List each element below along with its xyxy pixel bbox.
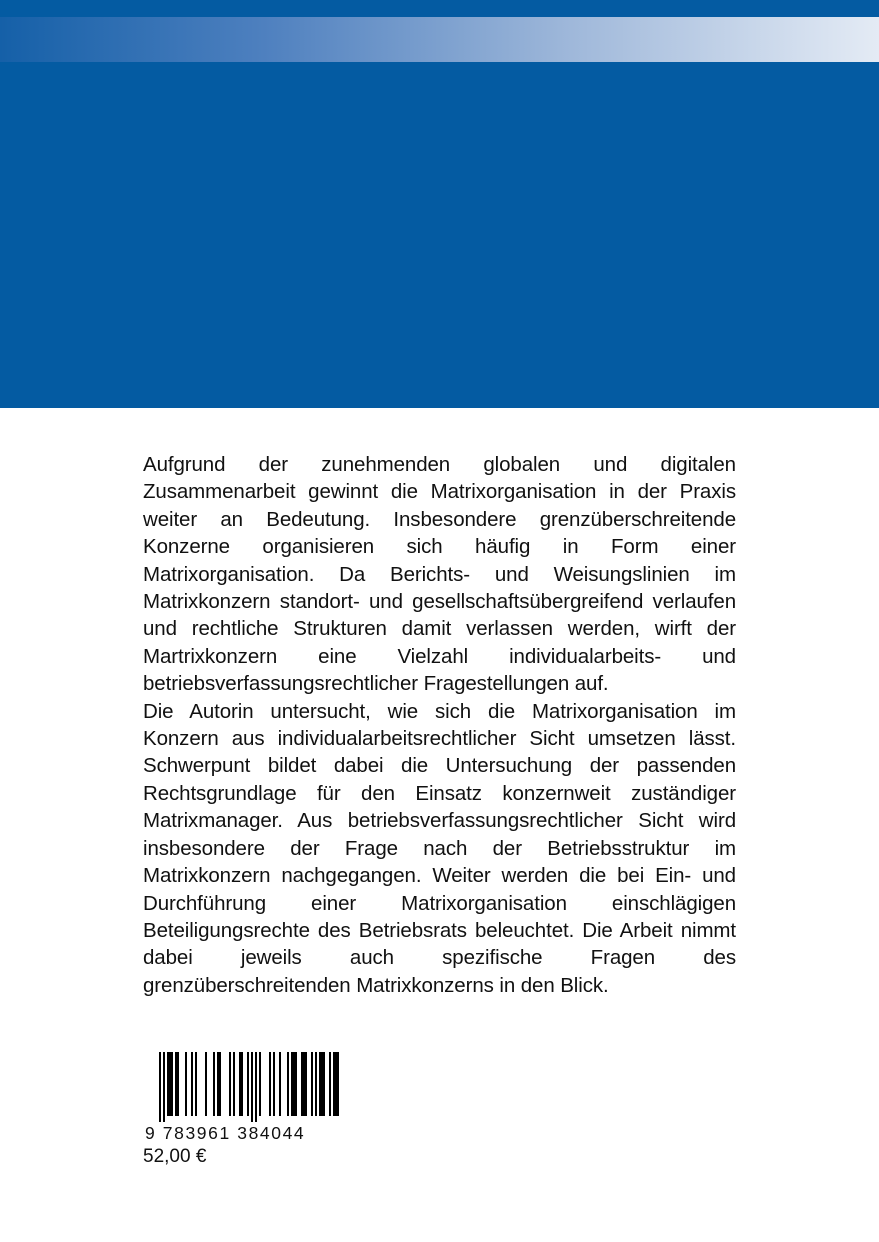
barcode-bar — [159, 1052, 161, 1122]
barcode-bar — [233, 1052, 235, 1116]
barcode-bar — [321, 1052, 323, 1116]
barcode-bar — [333, 1052, 335, 1116]
barcode-bar — [163, 1052, 165, 1122]
barcode-bar — [239, 1052, 241, 1116]
barcode-bar — [169, 1052, 171, 1116]
barcode-bar — [311, 1052, 313, 1116]
blurb-paragraph-2: Die Autorin untersucht, wie sich die Matrixorganisation im Konzern aus individualarbeitsrechtlicher Sicht umsetzen lässt. Schwerpunt bildet dabei die Untersuchung der passenden Rechtsgrundlage für den Einsatz konzernweit zuständiger Matrixmanager. Aus betriebsverfassungsrechtlicher Sicht wird insbesondere der Frage nach der Betriebsstruktur im Matrixkonzern nachgegangen. Weiter werden die bei Ein- und Durchführung einer Matrixorganisation einschlägigen Beteiligungsrechte des Betriebsrats beleuchtet. Die Arbeit nimmt dabei jeweils auch spezifische Fragen des grenzüberschreitenden Matrixkonzerns in den Blick. — [143, 699, 736, 997]
barcode-bars — [143, 1052, 339, 1122]
blurb-text — [143, 451, 736, 999]
barcode-bar — [217, 1052, 219, 1116]
barcode-bar — [185, 1052, 187, 1116]
price: 52,00 € — [143, 1146, 207, 1167]
isbn-digits: 9 783961 384044 — [145, 1123, 306, 1143]
barcode-bar — [301, 1052, 303, 1116]
barcode-bar — [273, 1052, 275, 1116]
barcode-bar — [287, 1052, 289, 1116]
barcode-bar — [315, 1052, 317, 1116]
barcode-bar — [295, 1052, 297, 1116]
barcode-bar — [323, 1052, 325, 1116]
barcode-bar — [335, 1052, 337, 1116]
barcode-bar — [195, 1052, 197, 1116]
barcode-bar — [251, 1052, 253, 1122]
barcode-bar — [171, 1052, 173, 1116]
barcode-bar — [303, 1052, 305, 1116]
isbn-barcode — [143, 1052, 343, 1169]
barcode-bar — [229, 1052, 231, 1116]
barcode-bar — [167, 1052, 169, 1116]
barcode-bar — [205, 1052, 207, 1116]
barcode-bar — [259, 1052, 261, 1116]
barcode-bar — [329, 1052, 331, 1116]
barcode-bar — [213, 1052, 215, 1116]
barcode-bar — [337, 1052, 339, 1116]
barcode-bar — [247, 1052, 249, 1116]
barcode-bar — [175, 1052, 177, 1116]
barcode-bar — [255, 1052, 257, 1122]
barcode-bar — [319, 1052, 321, 1116]
barcode-bar — [305, 1052, 307, 1116]
barcode-bar — [191, 1052, 193, 1116]
barcode-bar — [291, 1052, 293, 1116]
barcode-bar — [177, 1052, 179, 1116]
barcode-bar — [279, 1052, 281, 1116]
barcode-bar — [241, 1052, 243, 1116]
barcode-bar — [219, 1052, 221, 1116]
blurb-paragraph-1: Aufgrund der zunehmenden globalen und digitalen Zusammenarbeit gewinnt die Matrixorganisation in der Praxis weiter an Bedeutung. Insbesondere grenzüberschreitende Konzerne organisieren sich häufig in Form einer Matrixorganisation. Da Berichts- und Weisungslinien im Matrixkonzern standort- und gesellschaftsübergreifend verlaufen und rechtliche Strukturen damit verlassen werden, wirft der Martrixkonzern eine Vielzahl individualarbeits- und betriebsverfassungsrechtlicher Fragestellungen auf. — [143, 453, 736, 696]
barcode-bar — [293, 1052, 295, 1116]
barcode-bar — [269, 1052, 271, 1116]
gradient-strip — [0, 17, 879, 62]
